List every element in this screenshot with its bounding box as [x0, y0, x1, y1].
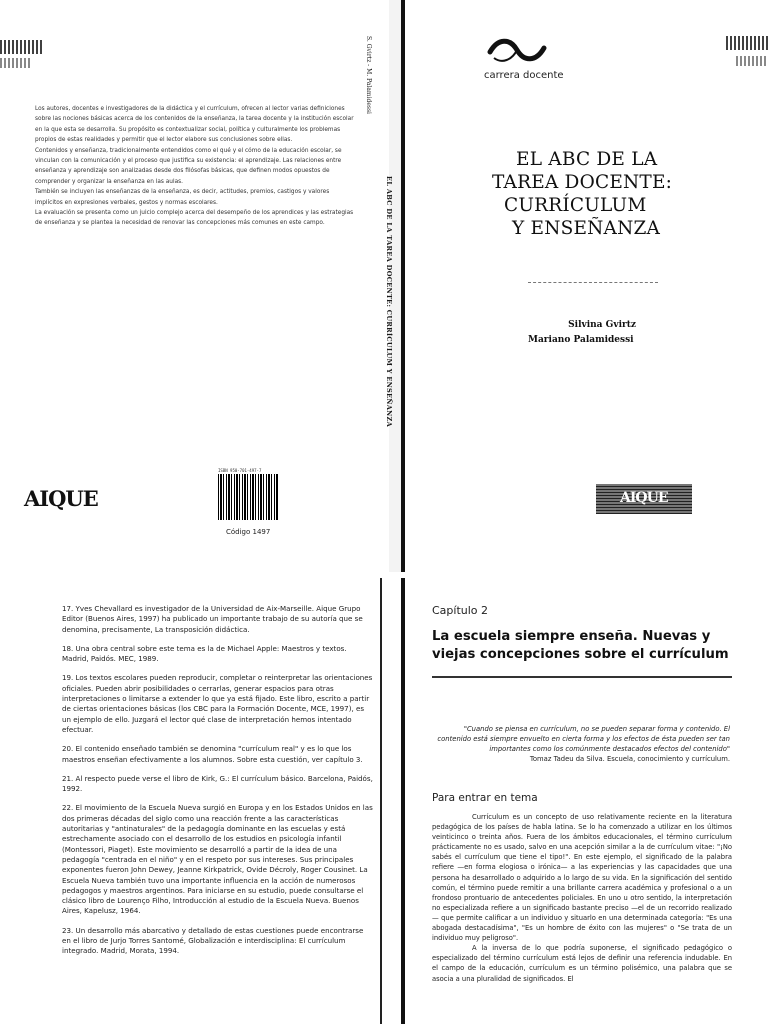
book-title — [492, 148, 692, 240]
title-line: TAREA DOCENTE: — [492, 172, 673, 193]
endnote: 18. Una obra central sobre este tema es la de Michael Apple: Maestros y textos. Madrid, Paidós. MEC, 1989. — [62, 643, 347, 664]
title-divider — [528, 282, 658, 283]
publisher-logo: AIQUE — [24, 486, 98, 511]
scan-artifact — [0, 58, 30, 68]
scan-artifact — [736, 56, 768, 66]
blurb-paragraph: También se incluyen las enseñanzas de la enseñanza, es decir, actitudes, premios, castigos y valores implícitos en expresiones verbales, gestos y normas escolares. — [35, 189, 330, 206]
body-paragraph: A la inversa de lo que podría suponerse, el significado pedagógico o especializado del término currículum está lejos de definir una referencia indudable. En el campo de la educación, currículum es un término polisémico, una palabra que se asocia a una pluralidad de significados. El — [432, 944, 732, 983]
author-name: Mariano Palamidessi — [528, 335, 634, 345]
publisher-logo: AIQUE — [620, 490, 668, 506]
endnote: 20. El contenido enseñado también se denomina "currículum real" y es lo que los maestros enseñan efectivamente a los alumnos. Sobre esta cuestión, ver capítulo 3. — [62, 744, 363, 764]
endnote: 19. Los textos escolares pueden reproducir, completar o reinterpretar las orientaciones oficiales. Pueden abrir posibilidades o cerrarlas, generar espacios para otras interpretaciones o limitarse a extender lo que ya está fijado. Este libro, escrito a partir de ciertas orientaciones básicas (los CBC para la Formación Docente, MCE, 1997), es un ejemplo de ello. Juzgará el lector qué clase de interpretación hemos intentado efectuar. — [62, 673, 373, 734]
epigraph — [430, 724, 730, 764]
chapter-body — [432, 812, 732, 984]
barcode-icon — [218, 474, 278, 520]
spine-authors: S. Gvirtz - M. Palamidessi — [365, 36, 372, 114]
section-heading: Para entrar en tema — [432, 792, 538, 804]
product-code: Código 1497 — [226, 528, 271, 536]
spine-title: EL ABC DE LA TAREA DOCENTE: CURRÍCULUM Y ENSEÑANZA — [385, 176, 393, 428]
scan-artifact — [726, 36, 768, 50]
series-logo-icon — [486, 32, 548, 68]
spread-divider — [0, 572, 768, 578]
back-cover-blurb — [35, 104, 355, 229]
chapter-label: Capítulo 2 — [432, 604, 489, 617]
chapter-title: La escuela siempre enseña. Nuevas y viejas concepciones sobre el currículum — [432, 629, 729, 662]
author-name: Silvina Gvirtz — [568, 320, 636, 330]
scan-artifact — [0, 40, 42, 54]
isbn-label: ISBN 950-701-497-7 — [218, 468, 262, 473]
title-line: EL ABC DE LA — [516, 149, 658, 170]
epigraph-attribution: Tomaz Tadeu da Silva. Escuela, conocimiento y currículum. — [529, 755, 730, 763]
blurb-paragraph: Contenidos y enseñanza, tradicionalmente entendidos como el qué y el cómo de la educación escolar, se vinculan con la comunicación y el proceso que justifica su existencia: el aprendizaje. Las relaciones entre enseñanza y aprendizaje son analizadas desde dos filósofas básicas, que definen modos opuestos de comprender y organizar la enseñanza en las aulas. — [35, 147, 342, 185]
epigraph-quote: "Cuando se piensa en currículum, no se pueden separar forma y contenido. El contenido está siempre envuelto en cierta forma y los efectos de ésta pueden ser tan importantes como los comúnmente destacados efectos del contenido" — [437, 725, 730, 753]
endnote: 22. El movimiento de la Escuela Nueva surgió en Europa y en los Estados Unidos en las dos primeras décadas del siglo como una reacción frente a las características autoritarias y "antinaturales" de la pedagogía dominante en las escuelas y está estrechamente asociado con el desarrollo de los estudios en psicología infantil (Montessori, Piaget). Este movimiento se desarrolló a partir de la idea de una pedagogía "centrada en el niño" y en el respeto por sus intereses. Sus principales exponentes fueron John Dewey, Jeanne Kirkpatrick, Ovide Décroly, Roger Cousinet. La Escuela Nueva también tuvo una importante influencia en la acción de numerosos pedagogos y maestros argentinos. Para iniciarse en su estudio, puede consultarse el clásico libro de Lourenço Filho, Introducción al estudio de la Escuela Nueva. Buenos Aires, Kapelusz, 1964. — [62, 803, 373, 916]
title-line: Y ENSEÑANZA — [512, 218, 661, 239]
endnote: 17. Yves Chevallard es investigador de la Universidad de Aix-Marseille. Aique Grupo Editor (Buenos Aires, 1997) ha publicado un importante trabajo de su autoría que se denomina, precisamente, La transposición didáctica. — [62, 604, 363, 634]
endnotes — [62, 604, 374, 966]
scan-edge — [380, 578, 382, 1024]
endnote: 23. Un desarrollo más abarcativo y detallado de estas cuestiones puede encontrarse en el libro de Jurjo Torres Santomé, Globalización e interdisciplina: El currículum integrado. Madrid, Morata, 1994. — [62, 925, 364, 956]
series-name: carrera docente — [484, 70, 564, 81]
title-line: CURRÍCULUM — [504, 195, 647, 216]
endnote: 21. Al respecto puede verse el libro de Kirk, G.: El currículum básico. Barcelona, Paidós, 1992. — [62, 773, 373, 794]
body-paragraph: Currículum es un concepto de uso relativamente reciente en la literatura pedagógica de los países de habla latina. Se lo ha comenzado a utilizar en los últimos veinticinco o treinta años. Fuera de los ámbitos educacionales, el término currículum prácticamente no es usado, salvo en una acepción similar a la de currículum vitae: "¡No sabés el currículum que tiene el tipo!". En este ejemplo, el significado de la palabra refiere —en forma elogiosa o irónica— a las experiencias y las capacidades que una persona ha desarrollado o adquirido a lo largo de su vida. En la significación del sentido común, el término puede remitir a una brillante carrera académica y profesional o a un frondoso prontuario de antecedentes policiales. En uno u otro sentido, la interpretación no especializada refiere a un significado bastante preciso —el de un recorrido realizado— que permite calificar a un individuo y situarlo en una determinada categoría: "Es una abogada destacadísima", "Es un hombre de éxito con las mujeres" o "Se trata de un individuo muy peligroso". — [432, 813, 732, 943]
blurb-paragraph: Los autores, docentes e investigadores de la didáctica y el currículum, ofrecen al lector varias definiciones sobre las nociones básicas acerca de los contenidos de la enseñanza, la tarea docente y la institución escolar en la que esta se desarrolla. Su propósito es contextualizar social, política y culturalmente los problemas propios de estas realidades y permitir que el lector elabore sus conclusiones sobre ellas. — [35, 106, 354, 144]
blurb-paragraph: La evaluación se presenta como un juicio complejo acerca del desempeño de los aprendices y las estrategias de enseñanza y se plantea la necesidad de renovar las concepciones más comunes en este campo. — [35, 210, 354, 227]
spine-fold-line — [401, 0, 405, 1024]
chapter-divider — [432, 676, 732, 678]
book-authors — [528, 318, 636, 348]
